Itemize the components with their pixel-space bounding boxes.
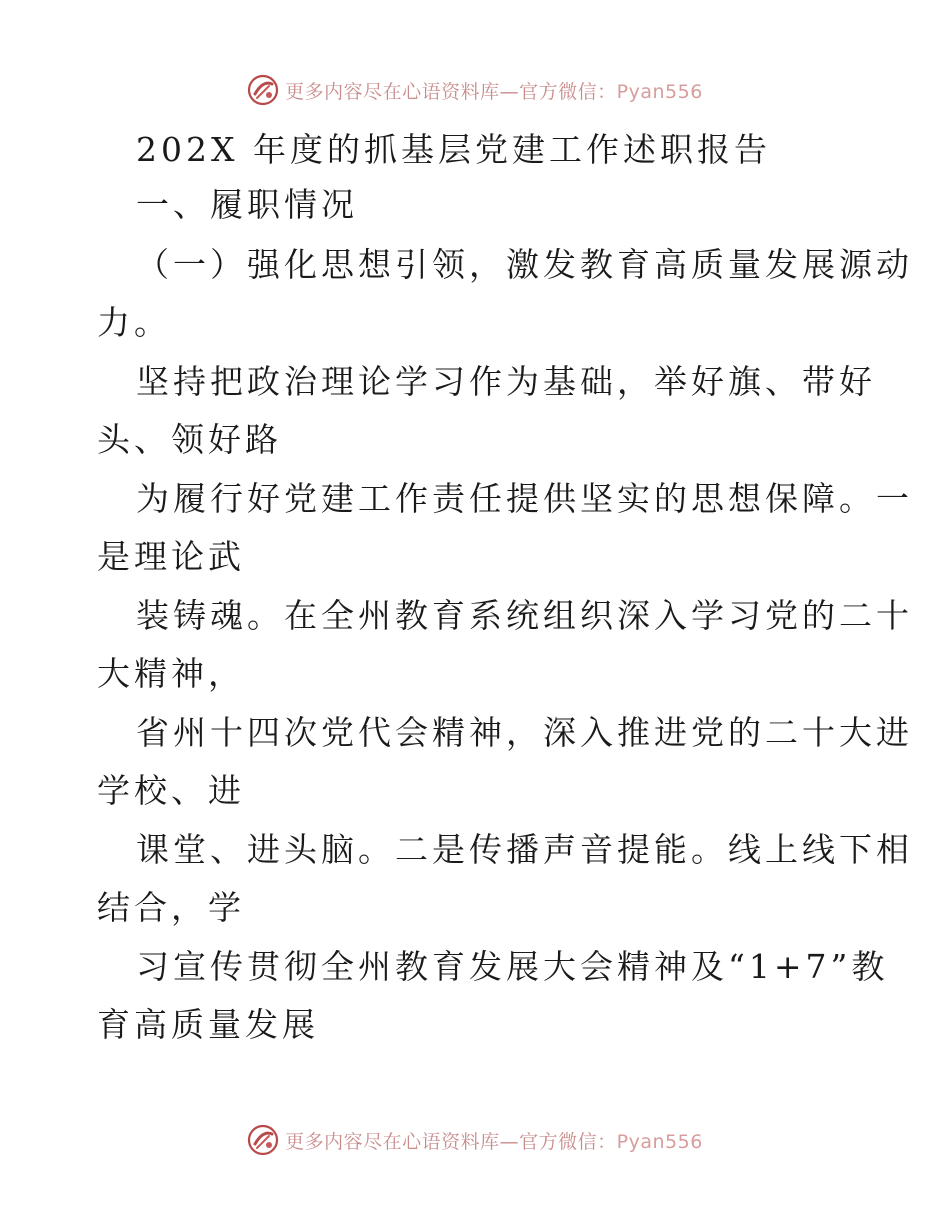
watermark-header <box>0 70 950 110</box>
section-heading: 一、履职情况 <box>136 185 358 224</box>
paragraph-line: 学校、进 <box>97 771 245 810</box>
paragraph-line: 头、领好路 <box>97 420 282 459</box>
paragraph-line: 坚持把政治理论学习作为基础，举好旗、带好 <box>136 362 876 401</box>
watermark-text: 更多内容尽在心语资料库—官方微信：Pyan556 <box>285 1130 703 1153</box>
paragraph-line: 装铸魂。在全州教育系统组织深入学习党的二十 <box>136 596 913 635</box>
paragraph-line: 育高质量发展 <box>97 1005 319 1044</box>
paragraph-line: 习宣传贯彻全州教育发展大会精神及“1+7”教 <box>136 947 889 986</box>
subsection-heading: （一）强化思想引领，激发教育高质量发展源动 <box>136 245 913 284</box>
watermark-footer <box>0 1120 950 1160</box>
watermark-logo-icon <box>247 1124 279 1156</box>
paragraph-line: 结合，学 <box>97 888 245 927</box>
paragraph-line: 省州十四次党代会精神，深入推进党的二十大进 <box>136 713 913 752</box>
paragraph-line: 课堂、进头脑。二是传播声音提能。线上线下相 <box>136 830 913 869</box>
watermark-account: Pyan556 <box>616 80 703 103</box>
watermark-text: 更多内容尽在心语资料库—官方微信：Pyan556 <box>285 80 703 103</box>
watermark-logo-icon <box>247 74 279 106</box>
watermark-account: Pyan556 <box>616 1130 703 1153</box>
paragraph-line: 为履行好党建工作责任提供坚实的思想保障。一 <box>136 479 913 518</box>
subsection-heading-continued: 力。 <box>97 303 171 342</box>
paragraph-line: 大精神， <box>97 654 245 693</box>
document-title: 202X 年度的抓基层党建工作述职报告 <box>136 130 771 169</box>
paragraph-line: 是理论武 <box>97 537 245 576</box>
